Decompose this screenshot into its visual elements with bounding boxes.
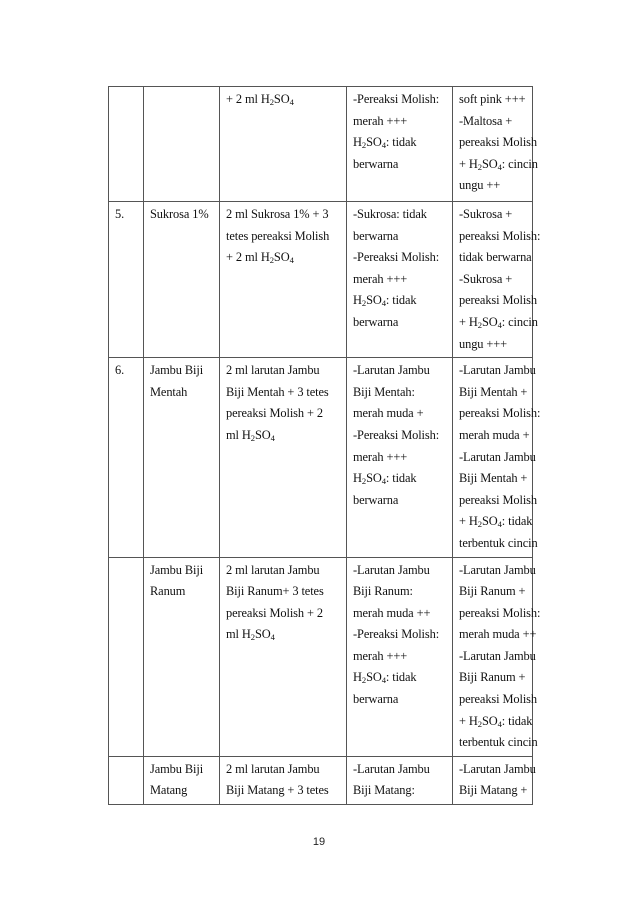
cell-line: Biji Matang + xyxy=(459,783,528,798)
cell-no xyxy=(109,87,144,202)
cell-line: Jambu Biji xyxy=(150,761,204,776)
cell-line: -Larutan Jambu xyxy=(459,363,536,378)
cell-line: pereaksi Molish xyxy=(459,293,537,308)
cell-line: -Larutan Jambu xyxy=(459,449,536,464)
cell-line: -Larutan Jambu xyxy=(353,363,430,378)
cell-sampel xyxy=(144,756,220,804)
cell-hasil xyxy=(347,557,453,756)
cell-line: ungu ++ xyxy=(459,178,501,193)
cell-no xyxy=(109,202,144,358)
cell-line: Biji Ranum+ 3 tetes xyxy=(226,584,324,599)
cell-line: -Pereaksi Molish: xyxy=(353,627,440,642)
results-table xyxy=(108,86,541,805)
cell-line: -Pereaksi Molish: xyxy=(353,427,440,442)
subscript: 2 xyxy=(477,718,482,729)
cell-line: Biji Mentah + xyxy=(459,384,528,399)
cell-sampel xyxy=(144,87,220,202)
subscript: 4 xyxy=(381,140,386,151)
cell-line: pereaksi Molish xyxy=(459,492,537,507)
cell-keterangan xyxy=(453,87,538,202)
cell-line: terbentuk cincin xyxy=(459,535,538,550)
subscript: 4 xyxy=(289,97,294,107)
cell-keterangan xyxy=(453,358,541,557)
subscript: 2 xyxy=(361,298,367,309)
cell-line: $H_2SO_4$: tidak xyxy=(353,471,417,487)
subscript: 4 xyxy=(381,298,386,309)
subscript: 4 xyxy=(289,255,294,266)
cell-line: Ranum xyxy=(150,584,186,599)
cell-line: pereaksi Molish + 2 xyxy=(226,406,323,421)
cell-line: -Maltosa + xyxy=(459,113,513,128)
cell-line: merah muda + xyxy=(353,406,424,421)
row-number: 5. xyxy=(115,207,125,221)
subscript: 4 xyxy=(381,675,386,686)
table-row xyxy=(109,358,533,557)
cell-line: 2 ml larutan Jambu xyxy=(226,562,320,577)
cell-line: ml $H_2SO_4$ xyxy=(226,427,275,443)
cell-line: ungu +++ xyxy=(459,336,508,351)
cell-line: Biji Matang: xyxy=(353,783,415,798)
subscript: 2 xyxy=(477,519,482,530)
subscript: 2 xyxy=(269,97,274,107)
page-number: 19 xyxy=(312,836,326,848)
table-row xyxy=(109,557,533,756)
subscript: 4 xyxy=(381,476,386,487)
cell-perlakuan xyxy=(220,202,347,358)
subscript: 4 xyxy=(497,519,502,530)
cell-line: pereaksi Molish: xyxy=(459,406,541,421)
cell-line: berwarna xyxy=(353,156,399,171)
cell-line: $H_2SO_4$: tidak xyxy=(353,293,417,309)
cell-line: ml $H_2SO_4$ xyxy=(226,627,275,643)
subscript: 2 xyxy=(250,632,255,643)
subscript: 2 xyxy=(361,476,367,487)
cell-line: $H_2SO_4$: tidak xyxy=(353,135,417,151)
cell-line: pereaksi Molish: xyxy=(459,605,541,620)
subscript: 2 xyxy=(250,432,255,443)
cell-line: 2 ml Sukrosa 1% + 3 xyxy=(226,207,329,221)
cell-hasil xyxy=(347,87,453,202)
cell-line: $H_2SO_4$: tidak xyxy=(353,670,417,686)
cell-perlakuan xyxy=(220,756,347,804)
cell-line: merah +++ xyxy=(353,113,408,128)
cell-line: Biji Matang + 3 tetes xyxy=(226,783,329,798)
cell-keterangan xyxy=(453,202,541,358)
cell-line: -Larutan Jambu xyxy=(353,761,430,776)
cell-line: merah +++ xyxy=(353,648,408,663)
subscript: 2 xyxy=(477,161,482,172)
cell-line: Mentah xyxy=(150,384,188,399)
cell-line: merah muda + xyxy=(459,427,530,442)
table-row xyxy=(109,202,533,358)
cell-line: -Larutan Jambu xyxy=(459,648,536,663)
cell-line: Sukrosa 1% xyxy=(150,207,209,221)
cell-perlakuan xyxy=(220,557,347,756)
cell-line: pereaksi Molish: xyxy=(459,228,541,243)
cell-perlakuan xyxy=(220,358,347,557)
cell-line: soft pink +++ xyxy=(459,92,526,106)
cell-keterangan xyxy=(453,557,541,756)
cell-no xyxy=(109,358,144,557)
cell-line: Matang xyxy=(150,783,188,798)
cell-line: Biji Mentah: xyxy=(353,384,415,399)
cell-line: -Pereaksi Molish: xyxy=(353,92,440,106)
cell-sampel xyxy=(144,557,220,756)
cell-line: pereaksi Molish xyxy=(459,692,537,707)
table-row xyxy=(109,756,533,804)
cell-line: 2 ml larutan Jambu xyxy=(226,363,320,378)
subscript: 2 xyxy=(361,675,367,686)
cell-line: -Sukrosa: tidak xyxy=(353,207,427,221)
subscript: 2 xyxy=(477,319,482,330)
table-row xyxy=(109,87,533,202)
subscript: 4 xyxy=(497,319,502,330)
cell-line: berwarna xyxy=(353,314,399,329)
cell-line: -Pereaksi Molish: xyxy=(353,250,440,265)
cell-line: Biji Mentah + xyxy=(459,471,528,486)
cell-line: berwarna xyxy=(353,692,399,707)
subscript: 4 xyxy=(497,718,502,729)
cell-line: -Sukrosa + xyxy=(459,271,513,286)
cell-line: pereaksi Molish xyxy=(459,135,537,150)
cell-perlakuan xyxy=(220,87,347,202)
subscript: 2 xyxy=(361,140,367,151)
cell-line: + $H_2SO_4$: cincin xyxy=(459,314,538,330)
cell-hasil xyxy=(347,756,453,804)
cell-line: merah muda ++ xyxy=(353,605,431,620)
subscript: 2 xyxy=(269,255,274,266)
cell-line: + $H_2SO_4$: tidak xyxy=(459,713,533,729)
cell-line: merah muda ++ xyxy=(459,627,537,642)
subscript: 4 xyxy=(270,432,275,443)
cell-line: Jambu Biji xyxy=(150,562,204,577)
cell-line: tidak berwarna xyxy=(459,250,532,265)
cell-hasil xyxy=(347,358,453,557)
cell-sampel xyxy=(144,202,220,358)
cell-sampel xyxy=(144,358,220,557)
row-number: 6. xyxy=(115,363,125,378)
cell-line: Biji Ranum + xyxy=(459,584,526,599)
cell-line: -Sukrosa + xyxy=(459,207,513,221)
cell-line: pereaksi Molish + 2 xyxy=(226,605,323,620)
cell-line: Biji Ranum: xyxy=(353,584,413,599)
cell-line: berwarna xyxy=(353,228,399,243)
cell-line: Biji Ranum + xyxy=(459,670,526,685)
subscript: 4 xyxy=(497,161,502,172)
cell-line: Biji Mentah + 3 tetes xyxy=(226,384,329,399)
cell-line: -Larutan Jambu xyxy=(459,761,536,776)
cell-line: + 2 ml $H_2SO_4$ xyxy=(226,250,294,266)
cell-line: + $H_2SO_4$: tidak xyxy=(459,514,533,530)
cell-line: merah +++ xyxy=(353,449,408,464)
cell-line: + 2 ml $H_2SO_4$ xyxy=(226,92,294,107)
cell-keterangan xyxy=(453,756,536,804)
cell-line: berwarna xyxy=(353,492,399,507)
cell-line: 2 ml larutan Jambu xyxy=(226,761,320,776)
cell-hasil xyxy=(347,202,453,358)
cell-line: Jambu Biji xyxy=(150,363,204,378)
cell-line: -Larutan Jambu xyxy=(353,562,430,577)
cell-no xyxy=(109,756,144,804)
cell-line: merah +++ xyxy=(353,271,408,286)
cell-line: + $H_2SO_4$: cincin xyxy=(459,156,538,172)
cell-line: terbentuk cincin xyxy=(459,735,538,750)
subscript: 4 xyxy=(270,632,275,643)
cell-no xyxy=(109,557,144,756)
cell-line: tetes pereaksi Molish xyxy=(226,228,330,243)
cell-line: -Larutan Jambu xyxy=(459,562,536,577)
